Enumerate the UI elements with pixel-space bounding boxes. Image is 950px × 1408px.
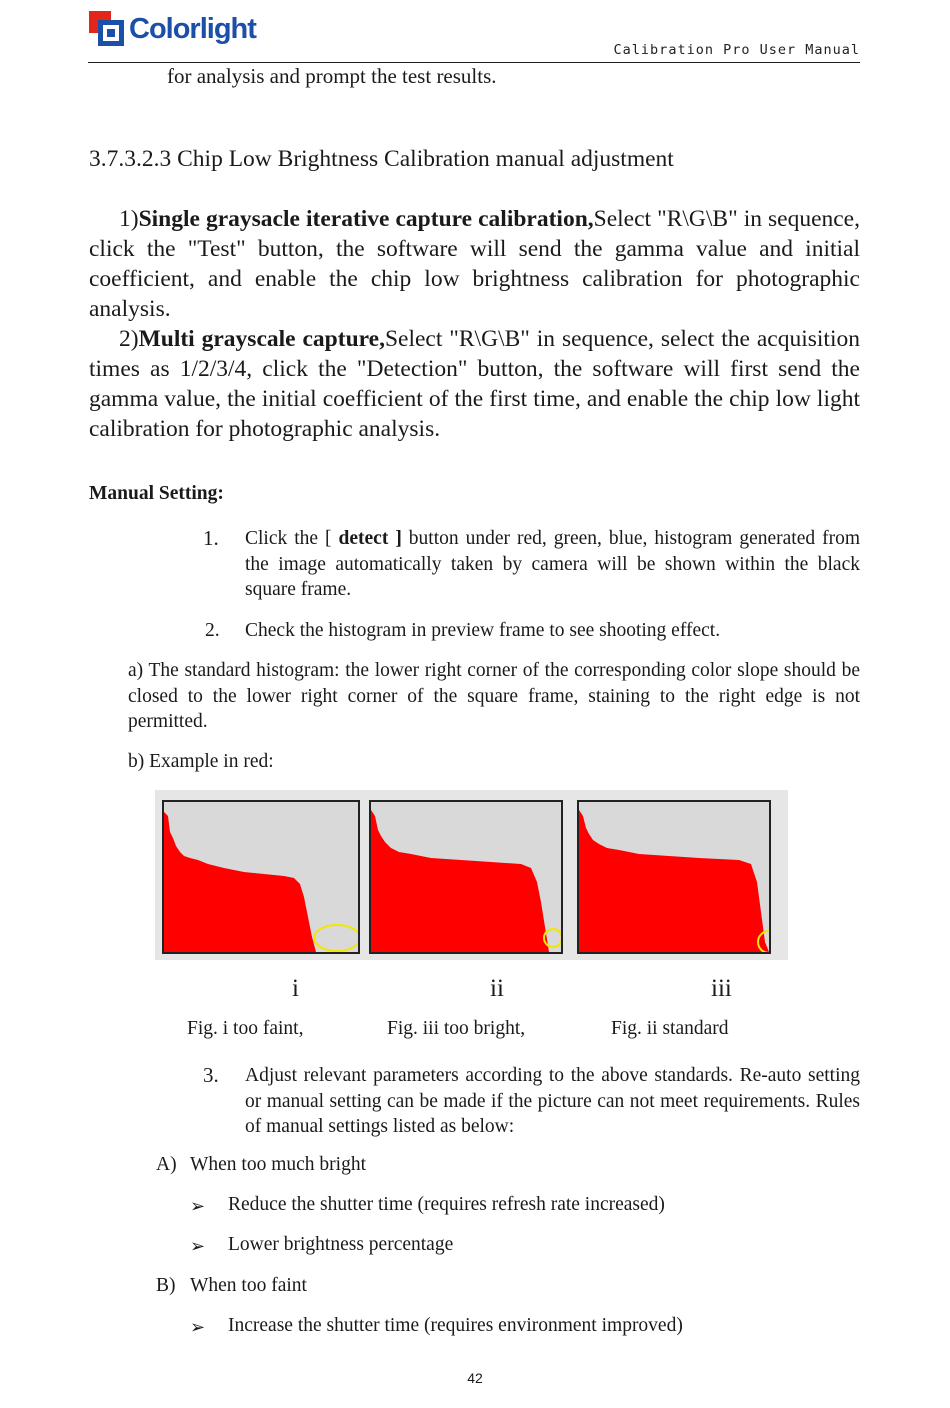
step1-bold: detect ]: [338, 528, 402, 549]
list-b-item-1: Increase the shutter time (requires environment improved): [228, 1315, 683, 1336]
para1-bold: Single graysacle iterative capture calibration,: [138, 206, 594, 232]
list-a-letter: A): [156, 1154, 177, 1175]
para2-prefix: 2): [119, 326, 139, 352]
step-3-text: Adjust relevant parameters according to the above standards. Re-auto setting or manual setting can be made if the picture can not meet requirements. Rules of manual settings listed as below:: [245, 1065, 860, 1137]
arrow-bullet-icon: ➢: [190, 1236, 206, 1257]
list-a-item-1: Reduce the shutter time (requires refresh rate increased): [228, 1194, 665, 1215]
logo-mark-icon: [88, 10, 126, 48]
para1-text: Select "R\G\B" in sequence, click the "Test" button, the software will send the gamma value and initial coefficient, and enable the chip low brightness calibration for photographic analysis.: [89, 206, 860, 322]
para2-text: Select "R\G\B" in sequence, select the acquisition times as 1/2/3/4, click the "Detection" button, the software will first send the gamma value, the initial coefficient of the first time, and enable the chip low light calibration for photographic analysis.: [89, 326, 860, 442]
section-title: 3.7.3.2.3 Chip Low Brightness Calibration manual adjustment: [89, 146, 674, 172]
manual-setting-heading: Manual Setting:: [89, 483, 224, 504]
step-1-number: 1.: [203, 526, 219, 550]
step-3-number: 3.: [203, 1063, 219, 1087]
step1-pre: Click the [: [245, 528, 339, 549]
histogram-ii-standard: [369, 800, 563, 954]
histogram-iii-too-bright: [577, 800, 771, 954]
page-number: 42: [467, 1370, 483, 1386]
arrow-bullet-icon: ➢: [190, 1317, 206, 1338]
step-2-number: 2.: [205, 620, 220, 641]
colorlight-logo: [88, 10, 256, 48]
example-label: b) Example in red:: [128, 751, 274, 772]
para1-prefix: 1): [119, 206, 139, 232]
histogram-figure: [155, 790, 788, 960]
step-2-text: Check the histogram in preview frame to see shooting effect.: [245, 620, 721, 641]
list-a-item-2: Lower brightness percentage: [228, 1234, 454, 1255]
step1-post: button under red, green, blue, histogram generated from the image automatically taken by camera will be shown within the black square frame.: [245, 528, 860, 600]
figure-caption-ii: Fig. ii standard: [611, 1018, 729, 1039]
paragraph-1: [89, 204, 860, 324]
list-a-text: When too much bright: [190, 1154, 367, 1175]
para2-bold: Multi grayscale capture,: [138, 326, 385, 352]
intro-line: for analysis and prompt the test results.: [167, 64, 497, 88]
figure-caption-iii: Fig. iii too bright,: [387, 1018, 526, 1039]
figure-label-iii: iii: [711, 975, 732, 1002]
figure-label-ii: ii: [490, 975, 504, 1002]
document-title: Calibration Pro User Manual: [613, 42, 860, 58]
paragraph-2: [89, 324, 860, 444]
logo-text: Colorlight: [129, 12, 256, 45]
figure-caption-i: Fig. i too faint,: [187, 1018, 304, 1039]
list-b-letter: B): [156, 1275, 176, 1296]
step-1-text: [245, 526, 860, 603]
list-b-text: When too faint: [190, 1275, 307, 1296]
standard-histogram-note: a) The standard histogram: the lower right corner of the corresponding color slope should be closed to the lower right corner of the square frame, staining to the right edge is not permitted.: [128, 660, 860, 732]
histogram-i-too-faint: [162, 800, 360, 954]
arrow-bullet-icon: ➢: [190, 1196, 206, 1217]
page-header: [88, 8, 860, 63]
figure-label-i: i: [292, 975, 299, 1002]
